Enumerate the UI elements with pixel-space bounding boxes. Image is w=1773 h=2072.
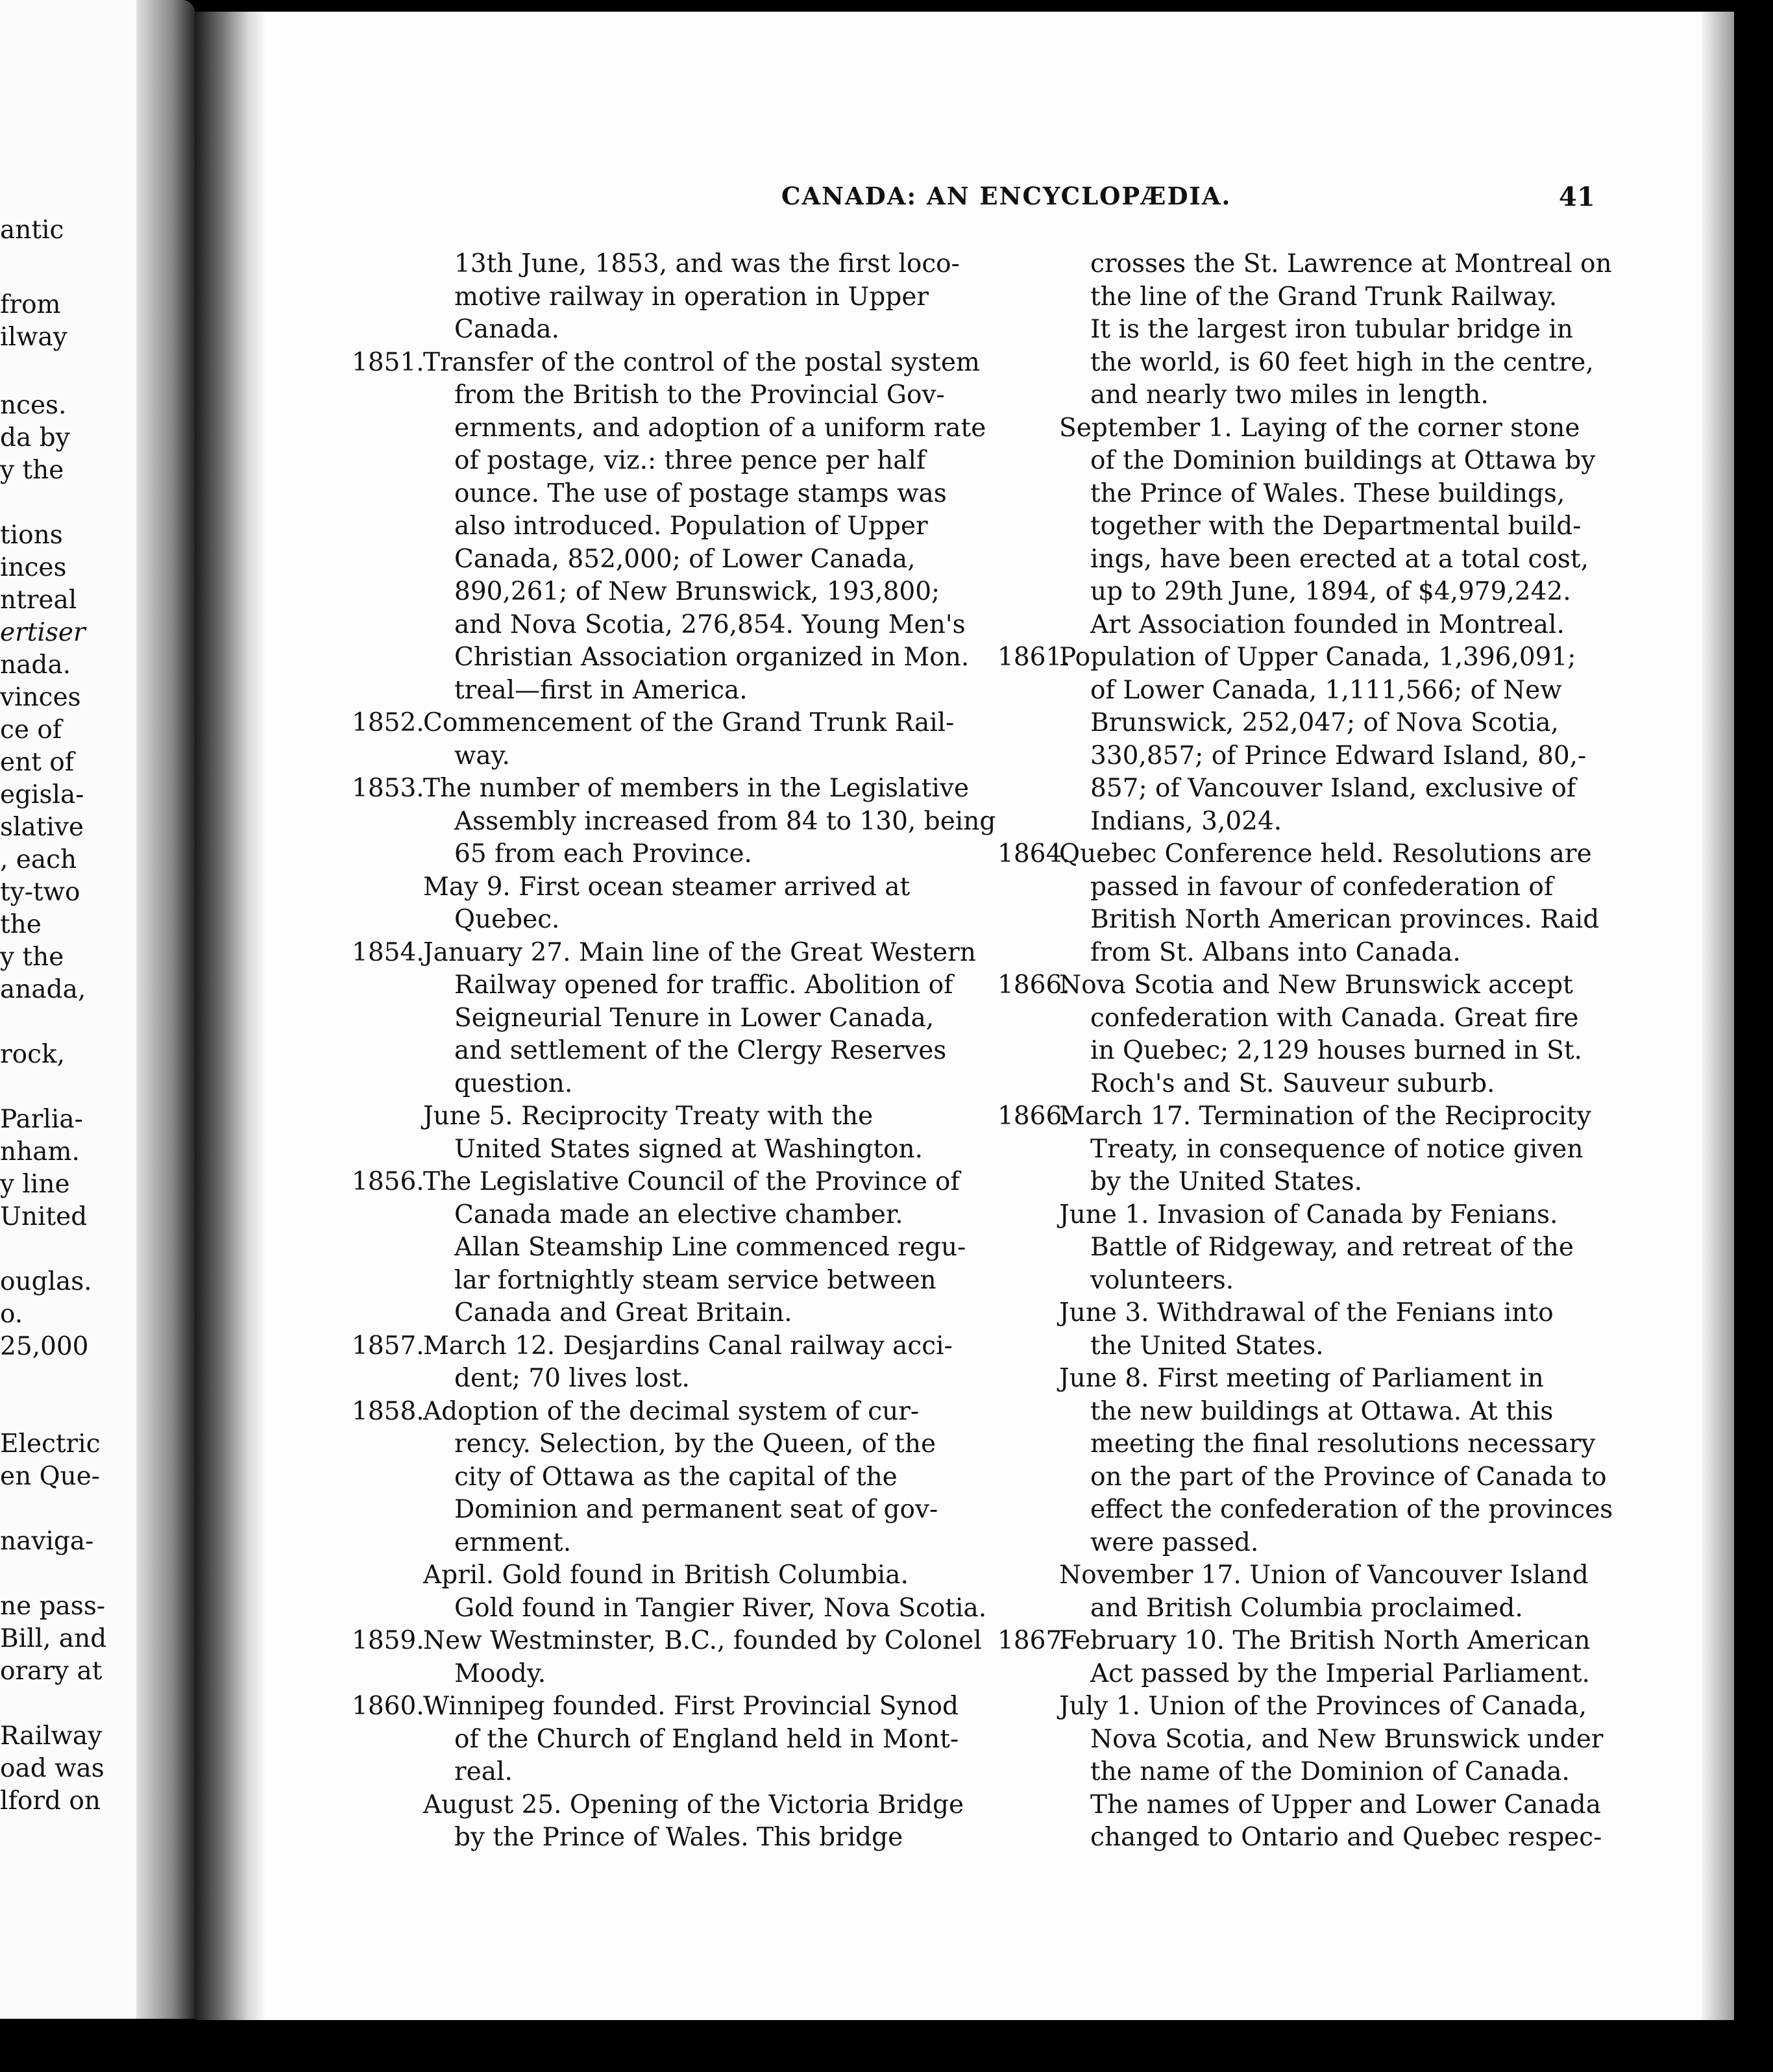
entry-line: the new buildings at Ottawa. At this xyxy=(1090,1396,1554,1426)
entry-line: 13th June, 1853, and was the first loco- xyxy=(454,249,960,278)
facing-page-fragment: from xyxy=(0,290,61,319)
chronology-entry xyxy=(352,937,1147,1101)
entry-line: November 17. Union of Vancouver Island xyxy=(1059,1560,1589,1590)
entry-line: of the Dominion buildings at Ottawa by xyxy=(1090,446,1596,475)
entry-line: together with the Departmental build- xyxy=(1090,512,1582,541)
entry-line: 65 from each Province. xyxy=(454,839,752,869)
chronology-entry xyxy=(352,1330,1147,1396)
entry-year: 1853. xyxy=(352,774,424,803)
entry-line: June 1. Invasion of Canada by Fenians. xyxy=(1059,1200,1558,1229)
entry-line: Population of Upper Canada, 1,396,091; xyxy=(1059,643,1576,672)
facing-page-fragment: o. xyxy=(0,1300,23,1329)
entry-line: the line of the Grand Trunk Railway. xyxy=(1090,282,1558,312)
entry-line: from the British to the Provincial Gov- xyxy=(454,380,945,410)
facing-page-fragment: vinces xyxy=(0,683,81,712)
facing-page-fragment: ntreal xyxy=(0,586,77,615)
entry-line: meeting the final resolutions necessary xyxy=(1090,1429,1596,1459)
facing-page-fragment: antic xyxy=(0,216,64,245)
entry-line: Quebec. xyxy=(454,905,560,934)
entry-year: 1858. xyxy=(352,1396,424,1426)
chronology-subentry xyxy=(423,1789,1147,1855)
entry-year: 1866. xyxy=(997,1102,1070,1131)
entry-line: from St. Albans into Canada. xyxy=(1090,937,1461,967)
entry-line: 330,857; of Prince Edward Island, 80,- xyxy=(1090,741,1587,771)
facing-page-fragment: ent of xyxy=(0,748,75,777)
entry-year: 1854. xyxy=(352,937,424,967)
facing-page-fragment: tions xyxy=(0,521,63,550)
entry-line: and British Columbia proclaimed. xyxy=(1090,1593,1523,1623)
running-head: CANADA: AN ENCYCLOPÆDIA. xyxy=(781,182,1232,210)
entry-line: on the part of the Province of Canada to xyxy=(1090,1462,1607,1492)
chronology-subentry xyxy=(1059,412,1773,642)
facing-page-fragment: ertiser xyxy=(0,618,86,647)
facing-page-fragment: Parlia- xyxy=(0,1105,83,1134)
entry-line: changed to Ontario and Quebec respec- xyxy=(1090,1823,1602,1852)
facing-page-fragment: Railway xyxy=(0,1721,103,1751)
facing-page-fragment: ilway xyxy=(0,323,67,352)
entry-year: 1856. xyxy=(352,1167,424,1196)
entry-line: The number of members in the Legislative xyxy=(423,774,970,803)
entry-line: lar fortnightly steam service between xyxy=(454,1265,936,1295)
entry-line: ounce. The use of postage stamps was xyxy=(454,478,947,508)
facing-page-fragment: ce of xyxy=(0,715,62,745)
entry-line: United States signed at Washington. xyxy=(454,1134,923,1164)
entry-line: of Lower Canada, 1,111,566; of New xyxy=(1090,675,1562,705)
facing-page-fragment: nham. xyxy=(0,1137,80,1166)
entry-line: volunteers. xyxy=(1090,1265,1234,1295)
right-column xyxy=(997,248,1773,1855)
entry-year: 1851. xyxy=(352,347,424,377)
entry-line: question. xyxy=(454,1068,573,1098)
entry-line: Assembly increased from 84 to 130, being xyxy=(454,806,996,836)
facing-page-fragment: ouglas. xyxy=(0,1267,92,1296)
entry-year: 1852. xyxy=(352,708,424,737)
entry-line: Nova Scotia and New Brunswick accept xyxy=(1059,970,1573,1000)
facing-page-fragment: orary at xyxy=(0,1657,103,1686)
left-column xyxy=(352,248,1147,1855)
entry-line: Treaty, in consequence of notice given xyxy=(1090,1134,1583,1164)
facing-page-fragment: slative xyxy=(0,813,84,842)
entry-line: Canada and Great Britain. xyxy=(454,1298,792,1327)
entry-line: ernments, and adoption of a uniform rate xyxy=(454,413,986,443)
entry-year: 1859. xyxy=(352,1626,424,1655)
entry-line: Battle of Ridgeway, and retreat of the xyxy=(1090,1233,1574,1262)
entry-line: Canada made an elective chamber. xyxy=(454,1200,903,1229)
chronology-subentry xyxy=(423,1559,1147,1625)
entry-line: Allan Steamship Line commenced regu- xyxy=(454,1233,966,1262)
entry-line: Gold found in Tangier River, Nova Scotia. xyxy=(454,1593,987,1623)
facing-page xyxy=(0,0,195,2019)
facing-page-fragment: , each xyxy=(0,845,77,874)
entry-line: It is the largest iron tubular bridge in xyxy=(1090,315,1573,344)
entry-line: of the Church of England held in Mont- xyxy=(454,1724,959,1754)
entry-line: June 8. First meeting of Parliament in xyxy=(1059,1364,1544,1393)
entry-line: Act passed by the Imperial Parliament. xyxy=(1090,1659,1590,1688)
entry-line: in Quebec; 2,129 houses burned in St. xyxy=(1090,1036,1582,1065)
facing-page-fragment: rock, xyxy=(0,1040,65,1069)
chronology-subentry xyxy=(423,871,1147,937)
entry-line: treal—first in America. xyxy=(454,675,748,705)
entry-line: July 1. Union of the Provinces of Canada, xyxy=(1059,1692,1587,1721)
binding-shadow xyxy=(195,12,266,2020)
entry-line: were passed. xyxy=(1090,1527,1259,1557)
entry-line: by the Prince of Wales. This bridge xyxy=(454,1823,903,1852)
entry-line: the world, is 60 feet high in the centre, xyxy=(1090,347,1594,377)
facing-page-fragment: naviga- xyxy=(0,1527,94,1556)
entry-line: Quebec Conference held. Resolutions are xyxy=(1059,839,1592,869)
entry-line: 857; of Vancouver Island, exclusive of xyxy=(1090,774,1576,803)
entry-line: motive railway in operation in Upper xyxy=(454,282,929,312)
entry-line: The Legislative Council of the Province of xyxy=(423,1167,960,1196)
facing-page-fragment: oad was xyxy=(0,1754,104,1783)
entry-line: March 17. Termination of the Reciprocity xyxy=(1059,1102,1591,1131)
entry-line: New Westminster, B.C., founded by Colonel xyxy=(423,1626,982,1655)
chronology-entry xyxy=(997,969,1773,1100)
entry-line: Canada. xyxy=(454,315,560,344)
entry-line: and Nova Scotia, 276,854. Young Men's xyxy=(454,610,966,639)
entry-line: August 25. Opening of the Victoria Bridge xyxy=(423,1790,964,1819)
entry-line: Canada, 852,000; of Lower Canada, xyxy=(454,544,916,574)
chronology-subentry xyxy=(1059,1363,1773,1559)
entry-year: 1857. xyxy=(352,1331,424,1361)
chronology-subentry xyxy=(1059,248,1773,412)
entry-line: rency. Selection, by the Queen, of the xyxy=(454,1429,936,1459)
entry-line: Winnipeg founded. First Provincial Synod xyxy=(423,1692,959,1721)
facing-page-fragment: inces xyxy=(0,553,67,582)
entry-line: June 3. Withdrawal of the Fenians into xyxy=(1059,1298,1554,1327)
entry-year: 1860. xyxy=(352,1692,424,1721)
book-page xyxy=(195,12,1734,2020)
entry-line: also introduced. Population of Upper xyxy=(454,512,928,541)
facing-page-fragment: the xyxy=(0,910,42,939)
facing-page-fragment: da by xyxy=(0,423,70,452)
facing-page-fragment: y line xyxy=(0,1170,70,1199)
entry-line: Art Association founded in Montreal. xyxy=(1090,610,1565,639)
entry-line: April. Gold found in British Columbia. xyxy=(423,1560,909,1590)
facing-page-fragment: y the xyxy=(0,456,64,485)
entry-line: confederation with Canada. Great fire xyxy=(1090,1003,1579,1033)
entry-year: 1861. xyxy=(997,643,1070,672)
entry-line: Moody. xyxy=(454,1659,546,1688)
entry-line: of postage, viz.: three pence per half xyxy=(454,446,926,475)
entry-line: passed in favour of confederation of xyxy=(1090,872,1554,902)
facing-page-fragment: United xyxy=(0,1202,88,1231)
entry-year: 1867. xyxy=(997,1626,1070,1655)
entry-line: The names of Upper and Lower Canada xyxy=(1090,1790,1601,1819)
chronology-subentry xyxy=(1059,1297,1773,1363)
entry-line: May 9. First ocean steamer arrived at xyxy=(423,872,911,902)
facing-page-fragment: ty-two xyxy=(0,878,80,907)
entry-line: up to 29th June, 1894, of $4,979,242. xyxy=(1090,577,1571,606)
chronology-entry xyxy=(997,641,1773,838)
entry-line: the United States. xyxy=(1090,1331,1324,1361)
entry-line: ernment. xyxy=(454,1527,572,1557)
facing-page-fragment: nada. xyxy=(0,650,71,680)
entry-year: 1864. xyxy=(997,839,1070,869)
book-gutter xyxy=(136,0,195,2019)
entry-line: Roch's and St. Sauveur suburb. xyxy=(1090,1068,1495,1098)
entry-line: Nova Scotia, and New Brunswick under xyxy=(1090,1724,1604,1754)
chronology-subentry xyxy=(1059,1559,1773,1625)
entry-line: crosses the St. Lawrence at Montreal on xyxy=(1090,249,1612,278)
entry-line: Christian Association organized in Mon. xyxy=(454,643,970,672)
chronology-entry xyxy=(997,1625,1773,1690)
entry-line: way. xyxy=(454,741,510,771)
chronology-entry xyxy=(352,707,1147,772)
chronology-subentry xyxy=(1059,1199,1773,1298)
facing-page-fragment: anada, xyxy=(0,975,86,1004)
entry-line: Adoption of the decimal system of cur- xyxy=(423,1396,920,1426)
facing-page-fragment: egisla- xyxy=(0,780,84,809)
entry-line: and settlement of the Clergy Reserves xyxy=(454,1036,947,1065)
entry-line: and nearly two miles in length. xyxy=(1090,380,1489,410)
entry-line: March 12. Desjardins Canal railway acci- xyxy=(423,1331,953,1361)
page-number: 41 xyxy=(1559,182,1595,212)
entry-line: January 27. Main line of the Great Western xyxy=(423,937,976,967)
facing-page-fragment: Bill, and xyxy=(0,1624,107,1653)
entry-line: 890,261; of New Brunswick, 193,800; xyxy=(454,577,940,606)
entry-line: Brunswick, 252,047; of Nova Scotia, xyxy=(1090,708,1559,737)
facing-page-fragment: ne pass- xyxy=(0,1592,106,1621)
facing-page-fragment: y the xyxy=(0,943,64,972)
entry-year: 1866. xyxy=(997,970,1070,1000)
entry-line: ings, have been erected at a total cost, xyxy=(1090,544,1589,574)
entry-line: Dominion and permanent seat of gov- xyxy=(454,1495,938,1524)
entry-line: June 5. Reciprocity Treaty with the xyxy=(423,1102,874,1131)
entry-line: February 10. The British North American xyxy=(1059,1626,1591,1655)
chronology-entry xyxy=(352,1166,1147,1330)
facing-page-fragment: 25,000 xyxy=(0,1332,89,1361)
entry-line: Railway opened for traffic. Abolition of xyxy=(454,970,953,1000)
entry-line: Commencement of the Grand Trunk Rail- xyxy=(423,708,955,737)
entry-line: Transfer of the control of the postal system xyxy=(423,347,980,377)
chronology-entry xyxy=(997,1100,1773,1199)
chronology-entry xyxy=(352,1396,1147,1560)
entry-line: Seigneurial Tenure in Lower Canada, xyxy=(454,1003,935,1033)
entry-line: real. xyxy=(454,1757,513,1786)
entry-line: effect the confederation of the provinces xyxy=(1090,1495,1613,1524)
entry-line: September 1. Laying of the corner stone xyxy=(1059,413,1580,443)
entry-line: city of Ottawa as the capital of the xyxy=(454,1462,898,1492)
entry-line: Indians, 3,024. xyxy=(1090,806,1282,836)
chronology-subentry xyxy=(423,248,1147,347)
facing-page-fragment: nces. xyxy=(0,391,67,420)
facing-page-fragment: Electric xyxy=(0,1429,101,1459)
chronology-entry xyxy=(997,838,1773,969)
entry-line: the Prince of Wales. These buildings, xyxy=(1090,478,1565,508)
chronology-subentry xyxy=(1059,1690,1773,1855)
facing-page-fragment: en Que- xyxy=(0,1462,100,1491)
entry-line: British North American provinces. Raid xyxy=(1090,905,1600,934)
facing-page-fragment: lford on xyxy=(0,1786,101,1816)
entry-line: by the United States. xyxy=(1090,1167,1363,1196)
chronology-entry xyxy=(352,1690,1147,1789)
entry-line: the name of the Dominion of Canada. xyxy=(1090,1757,1570,1786)
entry-line: dent; 70 lives lost. xyxy=(454,1364,690,1393)
